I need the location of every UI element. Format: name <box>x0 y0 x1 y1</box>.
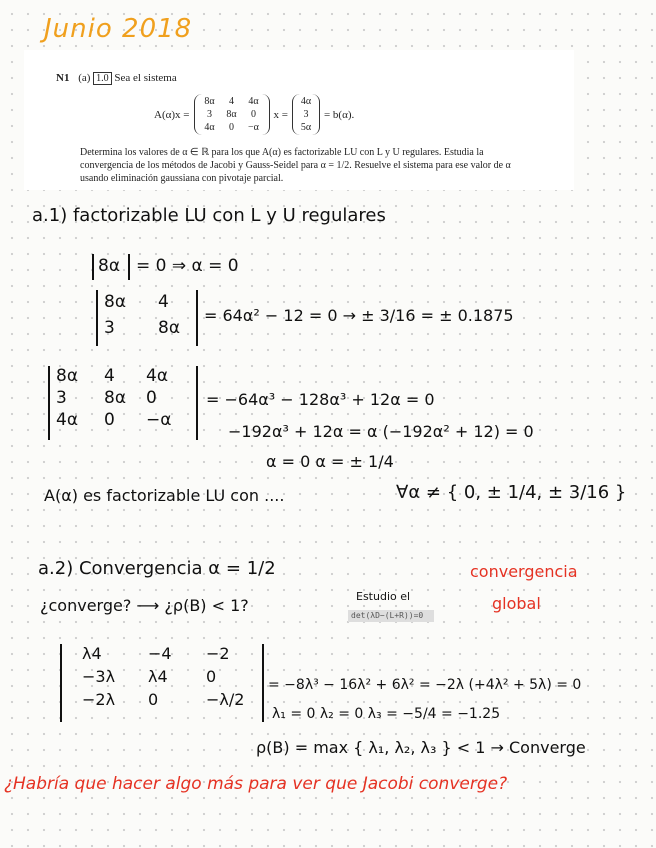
matrix-cell: 4 <box>229 96 234 107</box>
det3-line-2: −192α³ + 12α = α (−192α² + 12) = 0 <box>228 422 534 441</box>
det3-cell: 8α <box>56 366 79 386</box>
det3-cell: 3 <box>56 388 67 408</box>
det3-cell: 4α <box>56 410 79 430</box>
problem-id: N1 <box>56 72 70 84</box>
problem-header <box>56 72 177 84</box>
det4-cell: −2λ <box>82 690 116 709</box>
det4-cell: 0 <box>206 667 217 686</box>
small-note: Estudio el <box>356 590 411 603</box>
equation-rhs: = b(α). <box>323 108 355 121</box>
det3-line-1: = −64α³ − 128α³ + 12α = 0 <box>206 390 435 409</box>
det4-cell: −2 <box>206 644 230 663</box>
det4-cell: λ4 <box>148 667 168 686</box>
final-question: ¿Habría que hacer algo más para ver que Jacobi converge? <box>4 774 508 794</box>
det4-cell: −λ/2 <box>206 690 245 709</box>
rhs-vector <box>292 94 320 135</box>
det2-cell: 8α <box>158 318 181 338</box>
problem-statement-card <box>24 50 574 190</box>
det2-grid <box>104 292 194 338</box>
section-a1-heading: a.1) factorizable LU con L y U regulares <box>32 205 386 226</box>
coefficient-matrix <box>194 94 270 135</box>
vector-cell: 3 <box>303 109 309 120</box>
matrix-cell: 4α <box>248 96 259 107</box>
page-title: Junio 2018 <box>44 14 193 44</box>
equation-mid: x = <box>273 108 288 121</box>
matrix-cell: 3 <box>207 109 212 120</box>
det2-result: = 64α² − 12 = 0 → ± 3/16 = ± 0.1875 <box>204 306 514 325</box>
det3-grid <box>56 366 194 430</box>
det2-cell: 3 <box>104 318 115 338</box>
det1-cell: 8α <box>98 256 121 276</box>
matrix-cell: 4α <box>204 122 215 133</box>
det4-cell: λ4 <box>82 644 102 663</box>
section-a2-heading: a.2) Convergencia α = 1/2 <box>38 558 276 579</box>
convergence-question: ¿converge? ⟶ ¿ρ(B) < 1? <box>40 596 249 615</box>
vector-cell: 5α <box>300 122 312 133</box>
vector-cell: 4α <box>300 96 312 107</box>
spectral-radius: ρ(B) = max { λ₁, λ₂, λ₃ } < 1 → Converge <box>256 738 586 757</box>
matrix-cell: 8α <box>204 96 215 107</box>
det4-cell: −3λ <box>82 667 116 686</box>
det3-cell: 8α <box>104 388 127 408</box>
matrix-cell: 8α <box>226 109 237 120</box>
det3-cell: 0 <box>146 388 157 408</box>
annotation-convergencia: convergencia <box>470 562 578 581</box>
det2-cell: 4 <box>158 292 169 312</box>
det4-cell: 0 <box>148 690 159 709</box>
det3-cell: −α <box>146 410 172 430</box>
det4-result: = −8λ³ − 16λ² + 6λ² = −2λ (+4λ² + 5λ) = 0 <box>268 677 582 693</box>
det1-result: = 0 ⇒ α = 0 <box>136 256 239 276</box>
matrix-cell: −α <box>248 122 259 133</box>
det3-cell: 4 <box>104 366 115 386</box>
matrix-cell: 0 <box>251 109 256 120</box>
problem-part: (a) <box>78 72 91 84</box>
det3-cell: 4α <box>146 366 169 386</box>
det4-grid <box>82 644 278 709</box>
equation-lhs: A(α)x = <box>154 108 190 121</box>
det3-cell: 0 <box>104 410 115 430</box>
det3-line-3: α = 0 α = ± 1/4 <box>266 452 394 471</box>
annotation-global: global <box>492 594 541 613</box>
det4-cell: −4 <box>148 644 172 663</box>
problem-intro: Sea el sistema <box>114 72 177 84</box>
eigenvalues: λ₁ = 0 λ₂ = 0 λ₃ = −5/4 = −1.25 <box>272 706 501 722</box>
matrix-cell: 0 <box>229 122 234 133</box>
conclusion-text: A(α) es factorizable LU con .... <box>44 486 285 505</box>
det2-cell: 8α <box>104 292 127 312</box>
points-box: 1.0 <box>93 72 112 85</box>
problem-text: Determina los valores de α ∈ ℝ para los que A(α) es factorizable LU con L y U regulares. Estudia la convergencia de los métodos de Jacobi y Gauss-Seidel para α = 1/2. Resuelve el sistema para ese valor de α usando eliminación gaussiana con pivotaje parcial. <box>80 147 511 184</box>
conclusion-set: ∀α ≠ { 0, ± 1/4, ± 3/16 } <box>396 482 627 503</box>
system-equation <box>154 94 354 135</box>
pasted-stamp: det(λD−(L+R))=0 <box>348 610 434 622</box>
